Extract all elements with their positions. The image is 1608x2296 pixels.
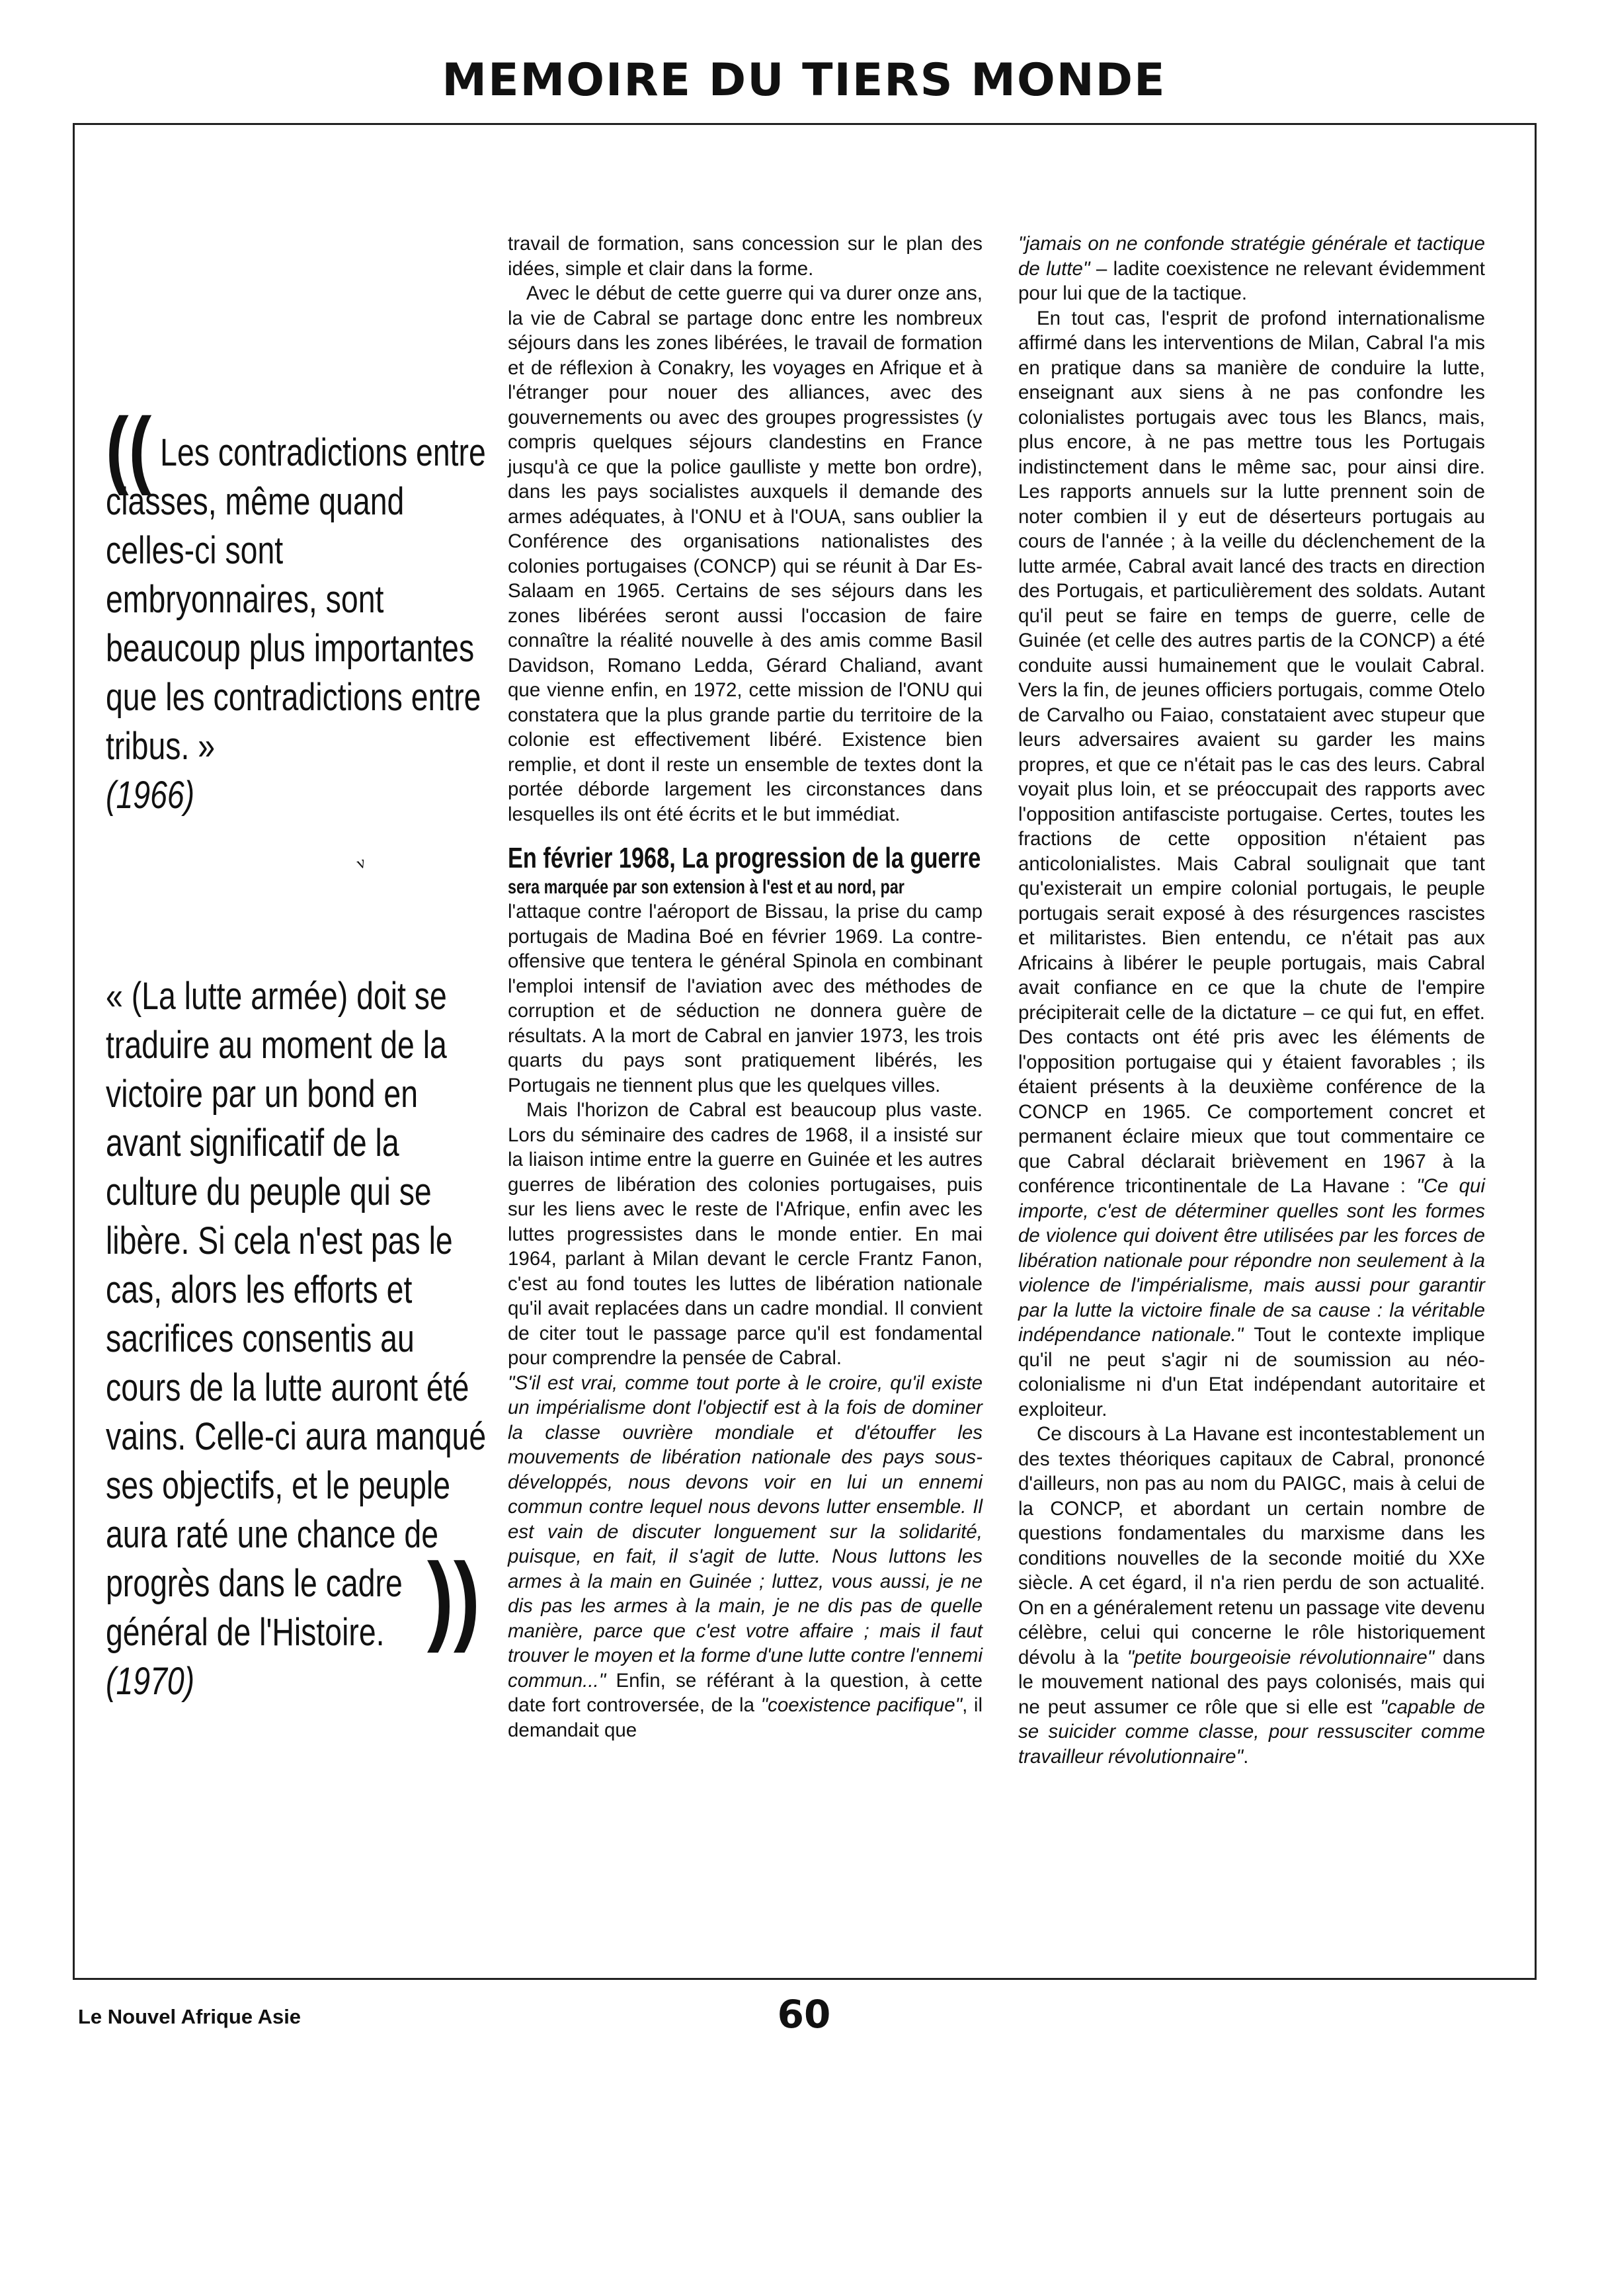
text-run: . bbox=[1243, 1745, 1249, 1768]
paragraph: l'attaque contre l'aéroport de Bissau, la prise du camp portugais de Madina Boé en février 1969. La contre-offensive que tentera le général Spinola en combinant l'emploi intensif de l'aviation avec des méthodes de corruption et de séduction ne donnera guère de résultats. A la mort de Cabral en janvier 1973, les trois quarts du pays sont pratiquement libérés, les Portugais ne tiennent plus que les quelques villes. bbox=[508, 901, 983, 1096]
paragraph: Avec le début de cette guerre qui va durer onze ans, la vie de Cabral se partage donc entre les nombreux séjours dans les zones libérées, le travail de formation et de réflexion à Conakry, les voyages en Afrique et à l'étranger pour nouer des alliances, avec des gouvernements ou avec des groupes progressistes (y compris quelques séjours clandestins en France jusqu'à ce que la police gaulliste y mette bon ordre), dans les pays socialistes auxquels il demande des armes adéquates, à l'ONU et à l'OUA, sans oublier la Conférence des organisations nationalistes des colonies portugaises (CONCP) qui se réunit à Dar Es-Salaam en 1965. Certains de ses séjours dans les zones libérées seront aussi l'occasion de faire connaître la réalité nouvelle à des amis comme Basil Davidson, Romano Ledda, Gérard Chaliand, avant que vienne enfin, en 1972, cette mission de l'ONU qui constatera que la plus grande partie du territoire de la colonie est effectivement libéré. Existence bien remplie, et dont il reste un ensemble de textes dont la portée déborde largement les circonstances dans lesquelles ils ont été écrits et le but immédiat. bbox=[508, 282, 983, 825]
paragraph bbox=[1018, 1422, 1485, 1769]
pull-quote-1-year: (1966) bbox=[106, 774, 195, 817]
pull-quote-1-text: Les contradictions entre classes, même quand celles-ci sont embryonnaires, sont beaucoup plus importantes que les contradictions entre tribus. » bbox=[106, 431, 486, 768]
text-run: Enfin, se référant à la question, à cette date fort controversée, de la bbox=[508, 1669, 983, 1716]
text-run: Tout le contexte implique qu'il ne peut s'agir ni de soumission au néo-colonialisme ni d'un Etat indépendant autoritaire et exploiteur. bbox=[1018, 1324, 1485, 1420]
article-column-right bbox=[1018, 231, 1485, 1769]
article-column-middle bbox=[508, 231, 983, 1742]
section-subheading: sera marquée par son extension à l'est et au nord, par bbox=[508, 876, 904, 898]
pull-quote-2-year: (1970) bbox=[106, 1660, 195, 1703]
publication-name: Le Nouvel Afrique Asie bbox=[78, 2005, 302, 2028]
stray-mark: ν bbox=[354, 852, 368, 874]
paragraph-quote bbox=[508, 1371, 983, 1743]
paragraph: Mais l'horizon de Cabral est beaucoup plus vaste. Lors du séminaire des cadres de 1968, il a insisté sur la liaison intime entre la guerre en Guinée et les autres guerres de libération des colonies portugaises, puis sur les liens avec le reste de l'Afrique, enfin avec les luttes progressistes dans le monde entier. En mai 1964, parlant à Milan devant le cercle Frantz Fanon, c'est au fond toutes les luttes de libération nationale qu'il avait replacées dans un cadre mondial. Il convient de citer tout le passage parce qu'il est fondamental pour comprendre la pensée de Cabral. bbox=[508, 1099, 983, 1369]
open-quote-mark: (( bbox=[106, 399, 152, 496]
page-header-title: MEMOIRE DU TIERS MONDE bbox=[442, 54, 1166, 106]
text-run: En tout cas, l'esprit de profond internationalisme affirmé dans les interventions de Milan, Cabral l'a mis en pratique dans sa manière de conduire la lutte, enseignant aux siens à ne pas confondre les colonialistes portugais avec tous les Blancs, mais, plus encore, à ne pas mettre tous les Portugais indistinctement dans le même sac, pour ainsi dire. Les rapports annuels sur la lutte prennent soin de noter combien il y eut de déserteurs portugais au cours de l'année ; à la veille du déclenchement de la lutte armée, Cabral avait lancé des tracts en direction des Portugais, et particulièrement des soldats. Autant qu'il peut se faire en temps de guerre, celle de Guinée (et celle des autres partis de la CONCP) a été conduite aussi humainement que le voulait Cabral. Vers la fin, de jeunes officiers portugais, comme Otelo de Carvalho ou Faiao, constataient avec stupeur que leurs adversaires avaient su garder les mains propres, et que ce n'était pas le cas des leurs. Cabral voyait plus loin, et se préoccupait des rapports avec l'opposition antifasciste portugaise. Certes, toutes les fractions de cette opposition n'étaient pas anticolonialistes. Mais Cabral soulignait que tant qu'existerait un empire colonial portugais, le peuple portugais serait exposé à des résurgences rascistes et militaristes. Bien entendu, ce n'était pas aux Africains à libérer le peuple portugais, mais Cabral avait confiance en ce que la chute de l'empire précipiterait celle de la dictature – ce qui fut, en effet. Des contacts ont été pris avec les éléments de l'opposition portugaise qui y étaient favorables ; ils étaient présents à la deuxième conférence de la CONCP en 1965. Ce comportement concret et permanent éclaire mieux que tout commentaire ce que Cabral déclarait brièvement en 1967 à la conférence tricontinentale de La Havane : bbox=[1018, 307, 1485, 1197]
text-run: – ladite coexistence ne relevant évidemment pour lui que de la tactique. bbox=[1018, 257, 1485, 304]
page-number: 60 bbox=[777, 1992, 831, 2037]
italic-quote: "petite bourgeoisie révolutionnaire" bbox=[1127, 1646, 1435, 1668]
text-run: Ce discours à La Havane est incontestablement un des textes théoriques capitaux de Cabral, prononcé d'ailleurs, non pas au nom du PAIGC, mais à celui de la CONCP, et abordant un certain nombre de questions fondamentales du marxisme dans les conditions nouvelles de la seconde moitié du XXe siècle. A cet égard, il n'a rien perdu de son actualité. On en a généralement retenu un passage vite devenu célèbre, celui qui concerne le rôle historiquement dévolu à la bbox=[1018, 1423, 1485, 1668]
italic-quote: "coexistence pacifique" bbox=[760, 1694, 963, 1716]
italic-quote: "Ce qui importe, c'est de déterminer quelles sont les formes de violence qui doivent être utilisées par les forces de libération nationale pour répondre non seulement à la violence de l'impérialisme, mais aussi pour garantir par la lutte la victoire finale de sa cause : la véritable indépendance nationale." bbox=[1018, 1175, 1486, 1346]
section-heading: En février 1968, La progression de la guerre bbox=[508, 842, 981, 874]
pull-quote-2-text: « (La lutte armée) doit se traduire au moment de la victoire par un bond en avant significatif de la culture du peuple qui se libère. Si cela n'est pas le cas, alors les efforts et sacrifices consentis au cours de la lutte auront été vains. Celle-ci aura manqué ses objectifs, et le peuple aura raté une chance de progrès dans le cadre général de l'Histoire. bbox=[106, 975, 487, 1654]
italic-quote: "jamais on ne confonde stratégie générale et tactique de lutte" bbox=[1018, 233, 1485, 280]
paragraph: travail de formation, sans concession sur le plan des idées, simple et clair dans la forme. bbox=[508, 233, 983, 280]
text-run: , il demandait que bbox=[508, 1694, 983, 1741]
close-quote-mark: )) bbox=[426, 1542, 480, 1653]
pull-quote-1 bbox=[106, 399, 497, 820]
paragraph bbox=[1018, 231, 1485, 306]
italic-quote: "capable de se suicider comme classe, pour ressusciter comme travailleur révolutionnaire" bbox=[1018, 1696, 1485, 1768]
paragraph bbox=[1018, 306, 1485, 1422]
italic-quote: "S'il est vrai, comme tout porte à le croire, qu'il existe un impérialisme dont l'objectif est à la fois de dominer la classe ouvrière mondiale et d'étouffer les mouvements de libération nationale des pays sous-développés, nous devons voir en lui un ennemi commun contre lequel nous devons lutter ensemble. Il est vain de discuter longuement sur la solidarité, puisque, en fait, il s'agit de lutte. Nous luttons les armes à la main en Guinée ; luttez, vous aussi, je ne dis pas les armes à la main, je ne dis pas de quelle manière, parce que c'est votre affaire ; mais il faut trouver le moyen et la forme d'une lutte contre l'ennemi commun..." bbox=[508, 1372, 983, 1692]
text-run: dans le mouvement national des pays colonisés, mais qui ne peut assumer ce rôle que si elle est bbox=[1018, 1646, 1485, 1718]
